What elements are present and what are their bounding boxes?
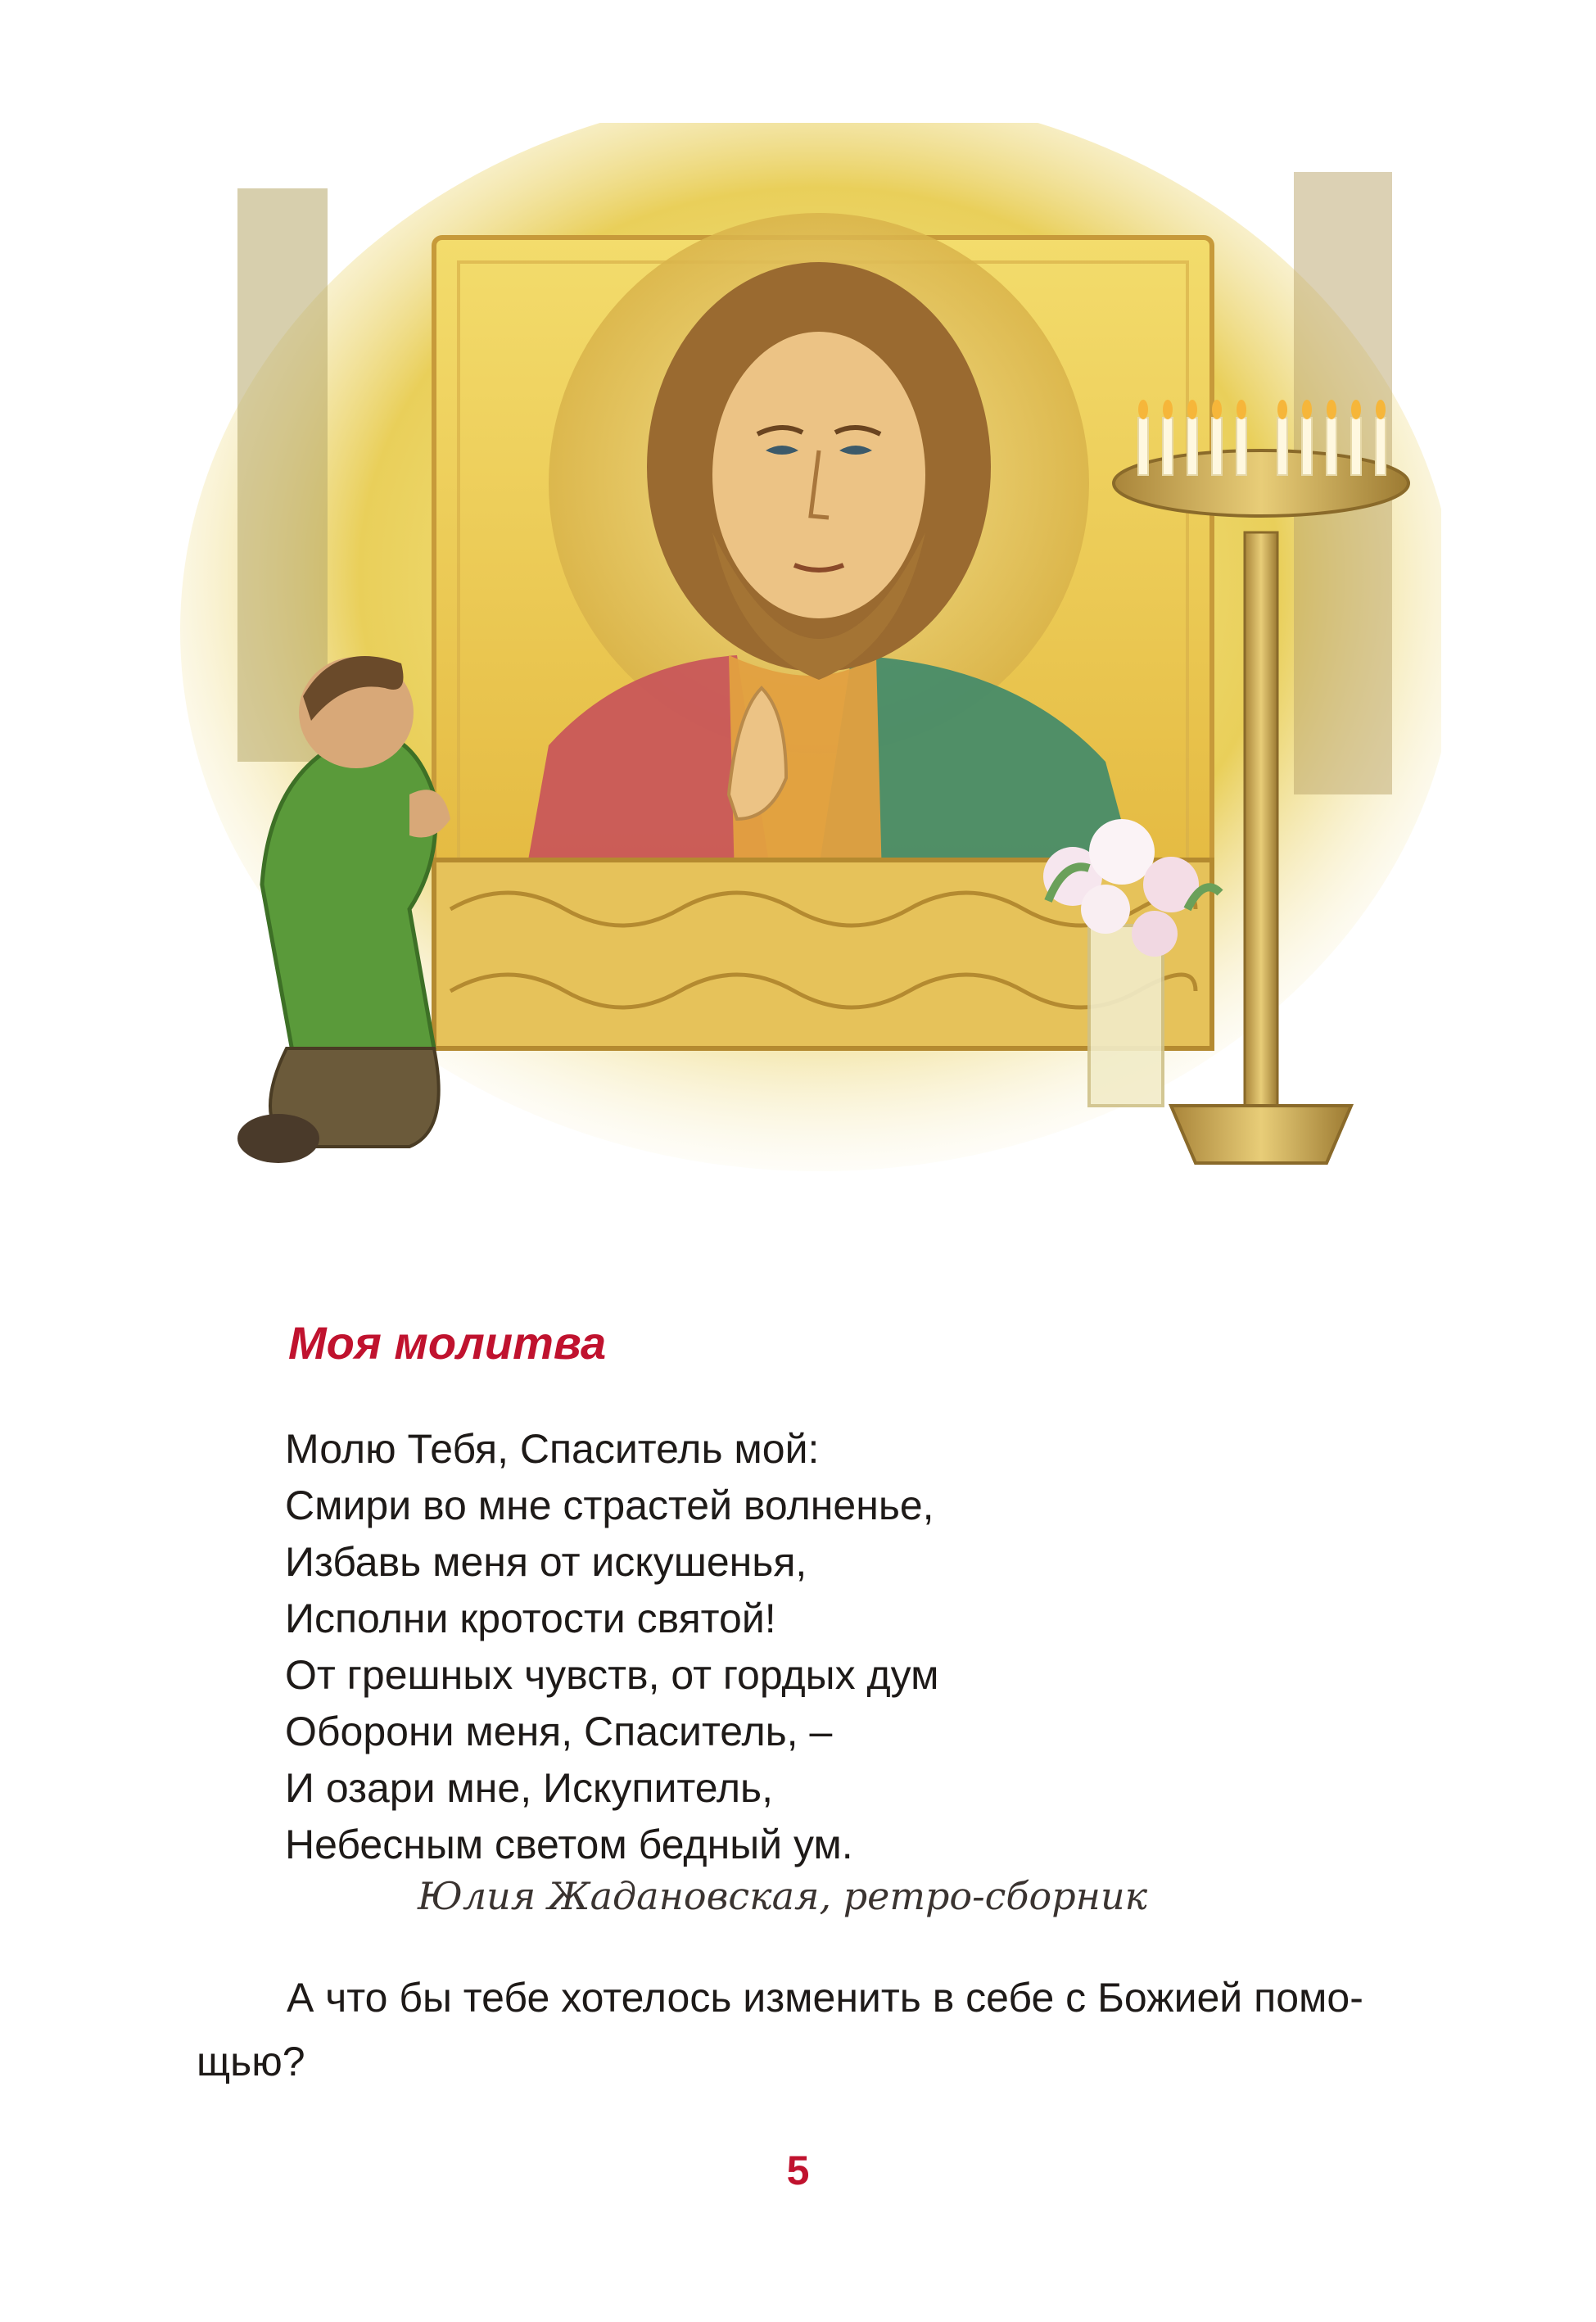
poem-title: Моя молитва <box>288 1317 607 1369</box>
poem-line: Оборони меня, Спаситель, – <box>285 1709 833 1754</box>
question-line-2: щью? <box>197 2039 305 2084</box>
poem-line: От грешных чувств, от гордых дум <box>285 1652 939 1698</box>
poem-attribution: Юлия Жадановская, ретро-сборник <box>418 1874 1148 1918</box>
reflection-question <box>197 1966 1400 2093</box>
poem-line: Исполни кротости святой! <box>285 1596 776 1641</box>
poem-line: Молю Тебя, Спаситель мой: <box>285 1426 820 1472</box>
icon-illustration <box>164 123 1441 1245</box>
candle-stand-pole <box>1245 532 1277 1122</box>
face <box>712 332 925 618</box>
poem-line: Избавь меня от искушенья, <box>285 1539 807 1585</box>
poem-line: Небесным светом бедный ум. <box>285 1822 853 1867</box>
poem-body <box>285 1421 939 1873</box>
question-line-1: А что бы тебе хотелось изменить в себе с Божией помо- <box>287 1975 1363 2021</box>
man-shoe <box>237 1114 319 1163</box>
poem-line: Смири во мне страстей волненье, <box>285 1482 934 1528</box>
candle-stand-foot <box>1171 1106 1351 1163</box>
page-number: 5 <box>786 2148 810 2193</box>
candle-stand-tray <box>1114 450 1408 516</box>
poem-line: И озари мне, Искупитель, <box>285 1765 773 1811</box>
